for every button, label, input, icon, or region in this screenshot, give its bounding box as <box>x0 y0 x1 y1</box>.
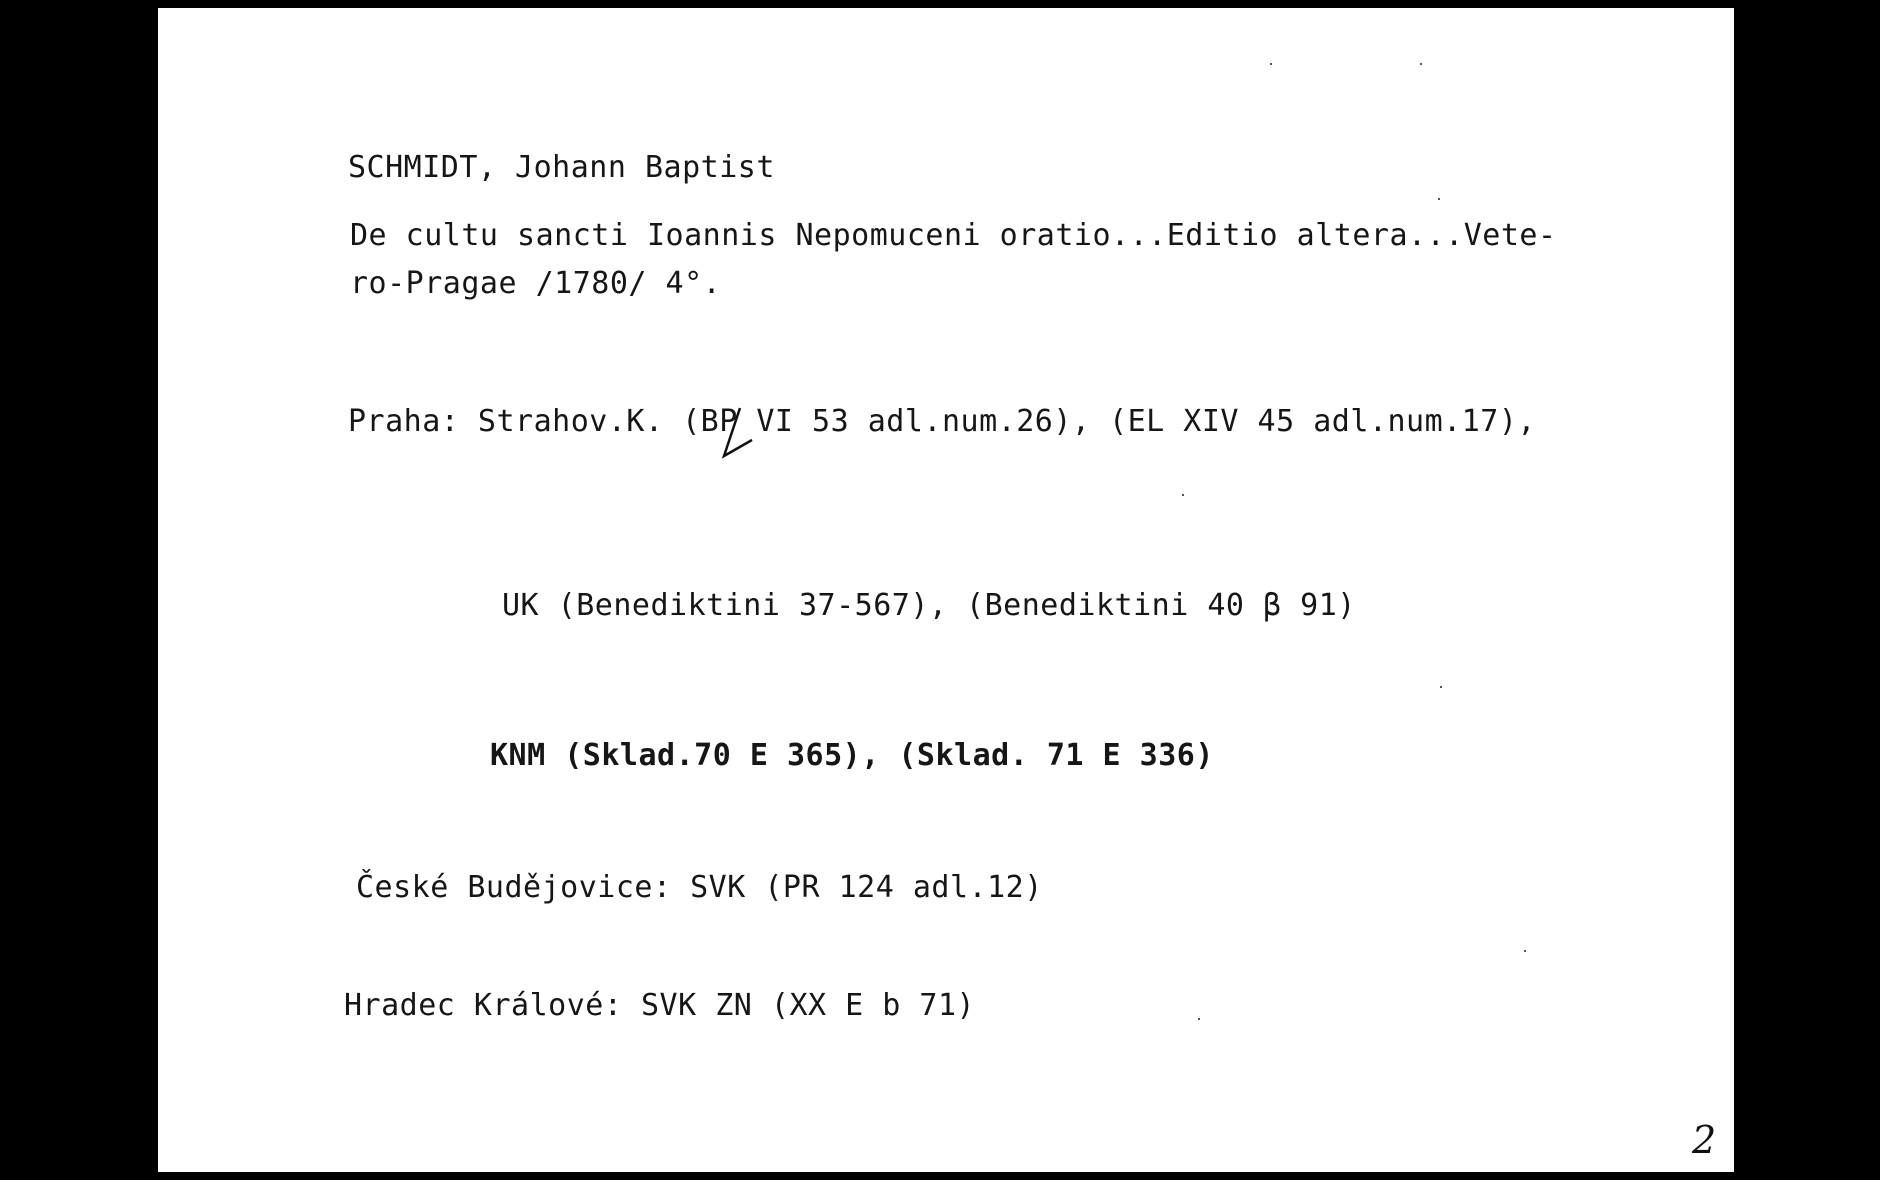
handwritten-correction-mark <box>718 404 762 462</box>
scan-speck <box>1198 1018 1200 1020</box>
card-title-line-1: De cultu sancti Ioannis Nepomuceni oratio...Editio altera...Vete- <box>350 218 1557 253</box>
holdings-ceske-budejovice: České Budějovice: SVK (PR 124 adl.12) <box>356 870 1043 905</box>
scan-speck <box>1440 686 1442 688</box>
scan-speck <box>1270 63 1272 65</box>
holdings-praha: Praha: Strahov.K. (BP VI 53 adl.num.26), (EL XIV 45 adl.num.17), <box>348 404 1536 439</box>
handwritten-page-number: 2 <box>1692 1118 1717 1162</box>
holdings-uk: UK (Benediktini 37-567), (Benediktini 40 β 91) <box>502 588 1356 623</box>
holdings-hradec-kralove: Hradec Králové: SVK ZN (XX E b 71) <box>344 988 976 1023</box>
catalog-card <box>158 8 1734 1172</box>
card-title-line-2: ro-Pragae /1780/ 4°. <box>350 266 722 301</box>
scan-speck <box>1524 950 1526 952</box>
scan-speck <box>1420 63 1422 65</box>
scan-speck <box>1182 494 1184 496</box>
scan-speck <box>1438 198 1440 200</box>
card-heading-author: SCHMIDT, Johann Baptist <box>348 150 775 185</box>
holdings-knm: KNM (Sklad.70 E 365), (Sklad. 71 E 336) <box>490 738 1214 773</box>
